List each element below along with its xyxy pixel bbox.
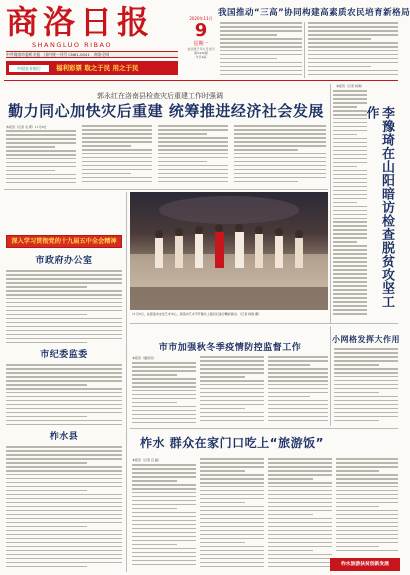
date-lunar: 农历庚子年九月廿四 (187, 47, 215, 51)
right-mid-article (334, 348, 398, 426)
date-day: 9 (194, 20, 208, 41)
right-byline: 本报讯（记者 柯海） (336, 84, 364, 88)
section-head-discipline: 市纪委监委 (40, 350, 88, 360)
main-article-col3 (158, 125, 228, 186)
mid-article-col2 (200, 356, 264, 426)
main-kicker: 郭永红在洛南县检查灾后重建工作时强调 (97, 92, 223, 100)
main-article-col1 (6, 130, 76, 186)
main-byline: 本报讯（记者 毛 郭）11月6日 (6, 125, 47, 129)
issue-number: 第5436期 (194, 51, 208, 55)
main-headline: 勤力同心加快灾后重建 统筹推进经济社会发展 (8, 102, 324, 120)
mid-article-col1 (132, 362, 196, 426)
top-article-body (220, 22, 302, 78)
cn-number-label: 国内统一刊号 (44, 52, 68, 57)
ad-strip (6, 61, 178, 75)
bottom-byline: 本报讯（记者 吕 磊） (132, 458, 161, 462)
publisher-label: 中共商洛市委机关报 (6, 52, 41, 57)
top-headline: 我国推动“三高”协同构建高素质农民培育新格局 (218, 8, 410, 18)
zhashui-article (6, 446, 122, 570)
section-head-gov-office: 市政府办公室 (35, 256, 93, 266)
right-mid-headline: 小网格发挥大作用 (332, 335, 400, 344)
bank-logo: 中国农业银行 (9, 65, 49, 72)
newspaper-logo-pinyin: SHANGLUO RIBAO (32, 41, 112, 49)
vertical-headline: 李豫琦在山阳暗访检查脱贫攻坚工作 (363, 106, 394, 309)
page-count: 今日4版 (195, 55, 207, 59)
top-article-body-2 (308, 22, 398, 78)
bottom-article-col3 (268, 458, 332, 570)
bottom-headline-wrap (140, 436, 380, 452)
right-article-col-a (333, 90, 367, 322)
study-banner (6, 235, 122, 248)
gov-office-article (6, 270, 122, 346)
date-weekday: 星期一 (193, 41, 209, 47)
issue-label: 商洛全网 (93, 52, 110, 57)
bottom-article-col4 (336, 458, 398, 554)
discipline-article (6, 364, 122, 426)
footer-tag (330, 558, 400, 571)
mid-byline: 本报讯（通讯员） (132, 356, 157, 360)
newspaper-logo: 商洛日报 (6, 3, 155, 41)
bottom-headline: 柞水 群众在家门口吃上“旅游饭” (140, 436, 324, 450)
main-article-col2 (82, 125, 152, 186)
stage-photo-art (130, 192, 328, 310)
bottom-article-col2 (200, 458, 264, 570)
photo-caption: 11月5日，在商洛市文化艺术中心，商洛市艺术节开幕式上演员们进行精彩演出。（记者 柯海 摄） (132, 312, 262, 316)
stage-photo (130, 192, 328, 310)
date-box (186, 16, 216, 76)
masthead (6, 4, 178, 90)
main-article-col4 (234, 125, 326, 186)
mid-headline: 市市加强秋冬季疫情防控监督工作 (158, 343, 302, 353)
footer-tag-text: 柞水旅游扶贫创新发展 (341, 562, 389, 567)
study-banner-text: 深入学习贯彻党的十九届五中全会精神 (11, 238, 117, 245)
mid-article-col3 (268, 356, 328, 426)
ad-slogan: 福利彩票 取之于民 用之于民 (56, 64, 139, 72)
masthead-info-bar (6, 51, 178, 58)
cn-number-value: CN61-0041 (68, 52, 90, 57)
section-head-zhashui: 柞水县 (49, 432, 79, 442)
date-year: 2020年11月 (189, 16, 213, 21)
bottom-article-col1 (132, 464, 196, 570)
